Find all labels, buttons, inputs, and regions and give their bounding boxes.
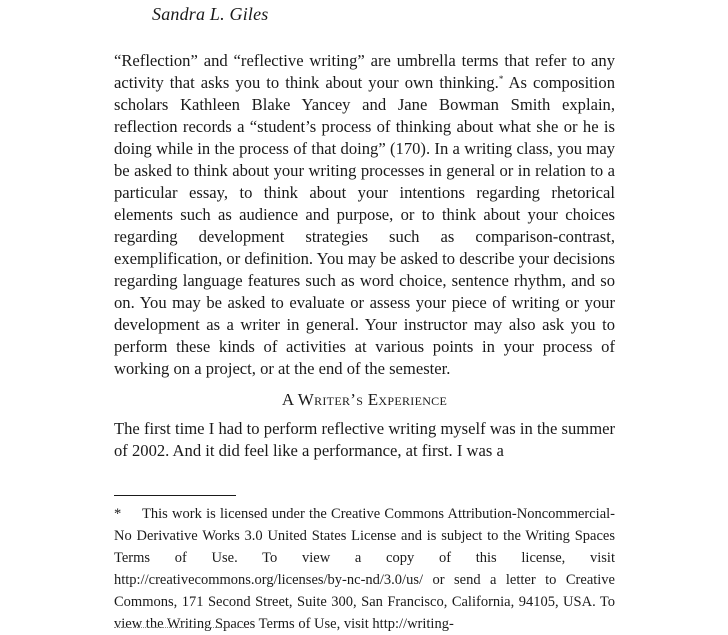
paragraph-text: “Reflection” and “reflective writing” are umbrella terms that refer to any activity that asks you to think about your own thinking. — [114, 51, 615, 92]
section-heading: A Writer’s Experience — [281, 390, 448, 409]
cropped-text-remnant — [114, 618, 244, 630]
running-header-author: Sandra L. Giles — [152, 4, 269, 24]
footnote-reference: * — [498, 74, 504, 84]
paragraph-writers-experience: The first time I had to perform reflective writing myself was in the summer of 2002. And it did feel like a performance, at first. I was a — [114, 419, 615, 460]
footnote — [114, 503, 615, 635]
paragraph-reflection-definition — [114, 50, 615, 380]
main-text — [114, 50, 615, 462]
footnote-text: This work is licensed under the Creative Commons Attribution-Noncommercial-No Derivative Works 3.0 United States License and is subject to the Writing Spaces Terms of Use. To view a copy of this license, visit http://creativecommons.org/licenses/by-nc-nd/3.0/us/ or send a letter to Creative Commons, 171 Second Street, Suite 300, San Francisco, California, 94105, USA. To view the Writing Spaces Terms of Use, visit http://writing- — [114, 506, 615, 632]
footnote-mark: * — [114, 506, 122, 522]
footnote-divider — [114, 495, 236, 496]
paragraph-text-continued: As composition scholars Kathleen Blake Yancey and Jane Bowman Smith explain, reflection records a “student’s process of thinking about what she or he is doing while in the process of that doing” (170). In a writing class, you may be asked to think about your writing processes in general or in relation to a particular essay, to think about your intentions regarding rhetorical elements such as audience and purpose, or to think about your choices regarding development strategies such as comparison-contrast, exemplification, or definition. You may be asked to describe your decisions regarding language features such as word choice, sentence rhythm, and so on. You may be asked to evaluate or assess your piece of writing or your development as a writer in general. Your instructor may also ask you to perform these kinds of activities at various points in your process of working on a project, or at the end of the semester. — [114, 73, 615, 378]
